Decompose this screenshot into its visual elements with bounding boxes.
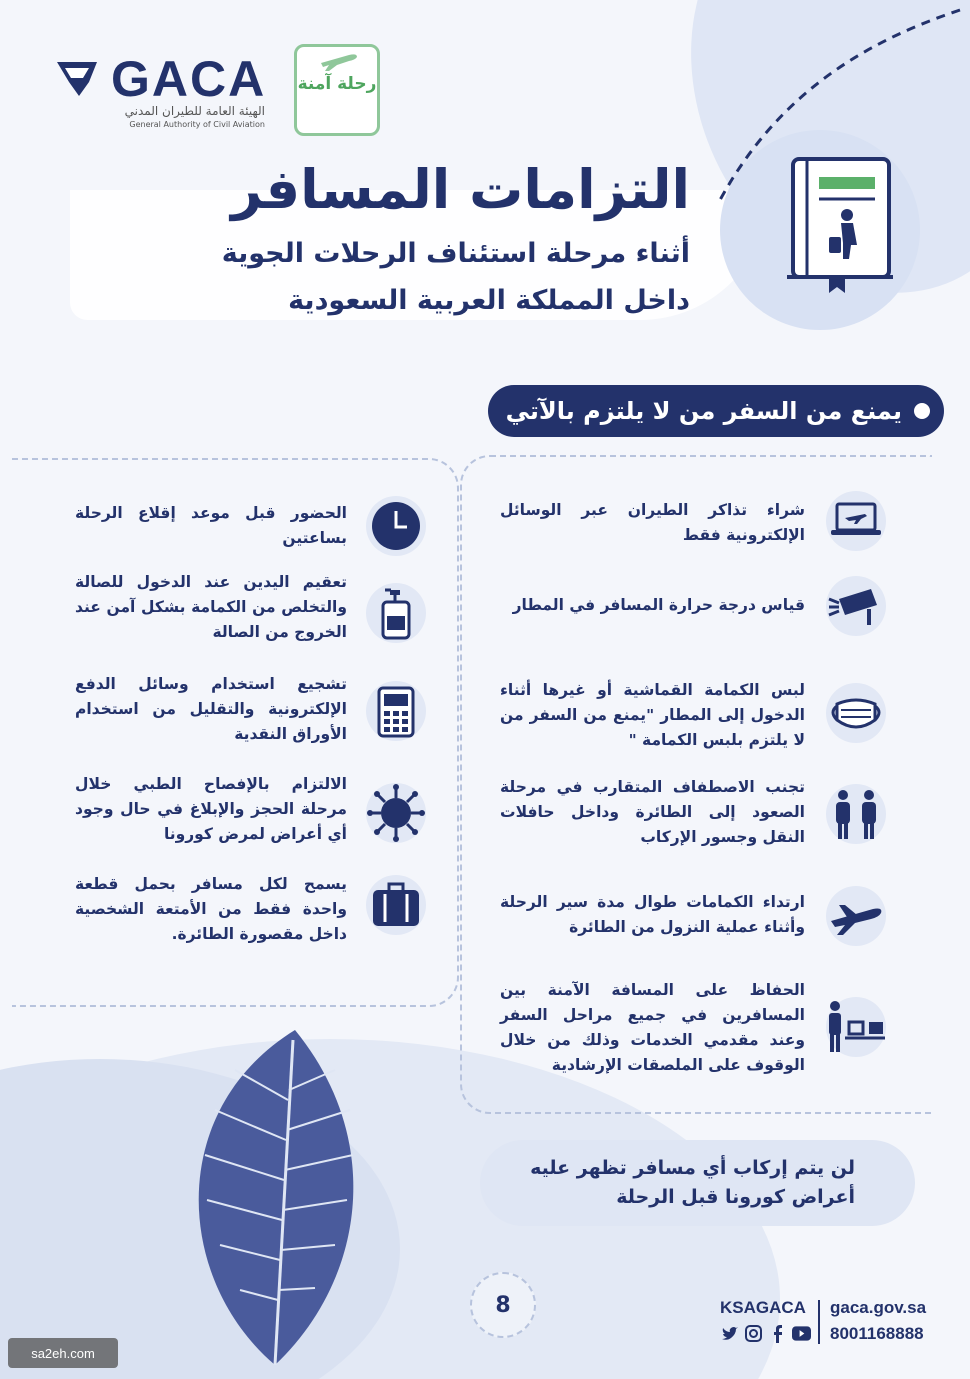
face-mask-icon <box>825 682 887 744</box>
subtitle-line-1: أثناء مرحلة استئناف الرحلات الجوية <box>221 238 690 269</box>
social-handle[interactable]: KSAGACA <box>720 1298 806 1317</box>
badge-text: رحلة آمنة <box>297 74 377 94</box>
laptop-plane-icon <box>825 490 887 552</box>
website-link[interactable]: gaca.gov.sa <box>830 1298 927 1317</box>
travel-guide-book-icon <box>785 155 895 295</box>
logo-arabic-name: الهيئة العامة للطيران المدني <box>124 104 265 118</box>
item-text: ارتداء الكمامات طوال مدة سير الرحلة وأثناء عملية النزول من الطائرة <box>500 893 805 936</box>
airplane-icon <box>825 885 887 947</box>
notice-box <box>480 1140 915 1226</box>
page-title: التزامات المسافر <box>231 158 690 221</box>
item-text: تعقيم اليدين عند الدخول للصالة والتخلص من الكمامة بشكل آمن عند الخروج من الصالة <box>75 573 347 641</box>
social-icons <box>720 1324 811 1343</box>
twitter-icon[interactable] <box>720 1324 739 1343</box>
footer-contact <box>720 1298 940 1348</box>
item-text: لبس الكمامة القماشية أو غيرها أثناء الدخول إلى المطار "يمنع من السفر من لا يلتزم بلبس الكمامة " <box>500 681 805 749</box>
sanitizer-icon <box>365 582 427 644</box>
footer-divider <box>818 1300 820 1344</box>
page-number: 8 <box>470 1272 536 1338</box>
watermark-text: sa2eh.com <box>31 1345 95 1361</box>
item-text: قياس درجة حرارة المسافر في المطار <box>512 596 805 614</box>
page-subtitle <box>222 230 690 324</box>
item-text: تجنب الاصطفاف المتقارب في مرحلة الصعود إلى الطائرة وداخل حافلات النقل وجسور الإركاب <box>500 778 805 846</box>
logo-text: GACA <box>111 51 267 107</box>
facebook-icon[interactable] <box>768 1324 787 1343</box>
notice-line-1: لن يتم إركاب أي مسافر تظهر عليه <box>530 1157 855 1179</box>
logo-english-name: General Authority of Civil Aviation <box>129 120 265 129</box>
people-distance-icon <box>825 783 887 845</box>
item-text: الالتزام بالإفصاح الطبي خلال مرحلة الحجز والإبلاغ في حال وجود أي أعراض لمرض كورونا <box>75 775 347 843</box>
payment-terminal-icon <box>365 680 427 742</box>
section-title: يمنع من السفر من لا يلتزم بالآتي <box>505 397 902 425</box>
notice-text <box>530 1154 855 1212</box>
suitcase-icon <box>365 874 427 936</box>
item-text: الحفاظ على المسافة الآمنة بين المسافرين في جميع مراحل السفر وعند مقدمي الخدمات وذلك من خلال الوقوف على الملصقات الإرشادية <box>500 981 805 1074</box>
gaca-logo <box>55 52 275 132</box>
safe-trip-badge <box>294 44 380 136</box>
plane-icon <box>319 49 359 71</box>
youtube-icon[interactable] <box>792 1324 811 1343</box>
thermal-camera-icon <box>825 575 887 637</box>
gaca-emblem-icon <box>55 58 99 98</box>
phone-number[interactable]: 8001168888 <box>830 1324 924 1343</box>
leaf-decoration <box>175 1020 375 1370</box>
item-text: الحضور قبل موعد إقلاع الرحلة بساعتين <box>75 504 347 547</box>
item-text: شراء تذاكر الطيران عبر الوسائل الإلكترونية فقط <box>500 501 805 544</box>
instagram-icon[interactable] <box>744 1324 763 1343</box>
traveler-luggage-icon <box>825 996 887 1058</box>
site-watermark <box>8 1338 118 1368</box>
subtitle-line-2: داخل المملكة العربية السعودية <box>288 285 690 316</box>
bullet-dot <box>914 403 930 419</box>
item-text: تشجيع استخدام وسائل الدفع الإلكترونية والتقليل من استخدام الأوراق النقدية <box>75 675 347 743</box>
item-text: يسمح لكل مسافر بحمل قطعة واحدة فقط من الأمتعة الشخصية داخل مقصورة الطائرة. <box>75 875 347 943</box>
virus-icon <box>365 782 427 844</box>
notice-line-2: أعراض كورونا قبل الرحلة <box>616 1186 855 1208</box>
clock-icon <box>365 495 427 557</box>
section-header-pill <box>488 385 944 437</box>
